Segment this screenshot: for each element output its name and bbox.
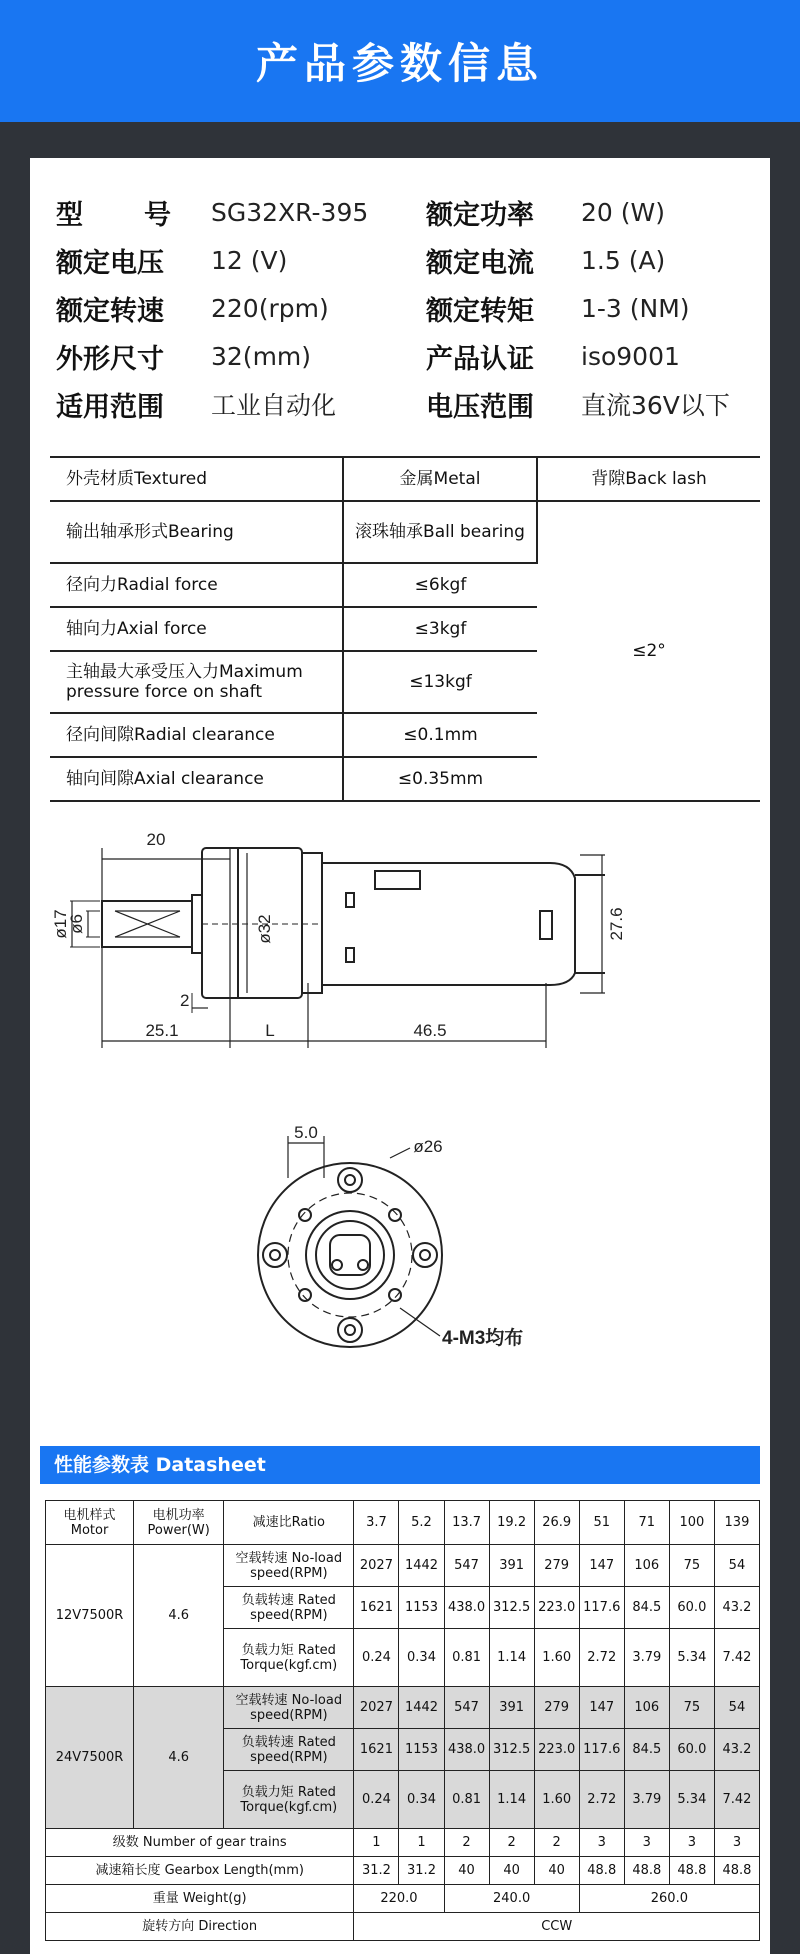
table-cell: ≤0.35mm (343, 757, 537, 801)
table-cell: 547 (444, 1545, 489, 1587)
table-row (46, 1913, 760, 1941)
table-cell: 输出轴承形式Bearing (50, 501, 343, 563)
row-label: 减速箱长度 Gearbox Length(mm) (46, 1857, 354, 1885)
table-header: 5.2 (399, 1501, 444, 1545)
table-cell: 60.0 (669, 1729, 714, 1771)
table-row (46, 1501, 760, 1545)
datasheet-title: 性能参数表 Datasheet (40, 1446, 760, 1484)
table-cell: 84.5 (624, 1587, 669, 1629)
table-cell: 547 (444, 1687, 489, 1729)
table-header: 电机功率 Power(W) (134, 1501, 224, 1545)
table-header: 51 (579, 1501, 624, 1545)
table-cell: 391 (489, 1687, 534, 1729)
table-cell: 117.6 (579, 1587, 624, 1629)
content-card (30, 158, 770, 1954)
table-row (46, 1545, 760, 1587)
table-cell: 84.5 (624, 1729, 669, 1771)
spec-value: iso9001 (581, 341, 680, 371)
spec-row (56, 284, 756, 332)
spec-key: 电压范围 (426, 391, 534, 423)
table-cell: 43.2 (714, 1587, 759, 1629)
table-header: 26.9 (534, 1501, 579, 1545)
spec-key: 适用范围 (56, 391, 164, 423)
table-cell: 1.14 (489, 1629, 534, 1687)
spec-key: 额定电流 (426, 247, 534, 279)
dim-label: 5.0 (294, 1123, 318, 1142)
table-cell: 2 (444, 1829, 489, 1857)
table-cell: 1442 (399, 1545, 444, 1587)
motor-cell: 12V7500R (46, 1545, 134, 1687)
table-cell: CCW (354, 1913, 760, 1941)
table-cell: 279 (534, 1545, 579, 1587)
table-cell: 1153 (399, 1729, 444, 1771)
table-cell: 75 (669, 1687, 714, 1729)
spec-key: 额定转速 (56, 295, 164, 327)
parameter-table (50, 456, 760, 802)
table-cell: 117.6 (579, 1729, 624, 1771)
spec-list (56, 188, 756, 428)
table-header: 139 (714, 1501, 759, 1545)
holes-label: 4-M3均布 (442, 1328, 524, 1349)
table-cell: 3.79 (624, 1629, 669, 1687)
spec-value: 直流36V以下 (581, 391, 730, 420)
spec-key: 额定转矩 (426, 295, 534, 327)
spec-row (56, 236, 756, 284)
dim-label: ø17 (51, 909, 70, 939)
table-cell: 滚珠轴承Ball bearing (343, 501, 537, 563)
table-header: 3.7 (354, 1501, 399, 1545)
spec-value: 20 (W) (581, 197, 665, 227)
power-cell: 4.6 (134, 1545, 224, 1687)
table-cell: 3 (579, 1829, 624, 1857)
table-cell: 2.72 (579, 1771, 624, 1829)
table-cell: 2 (489, 1829, 534, 1857)
row-label: 负载转速 Rated speed(RPM) (224, 1587, 354, 1629)
table-cell: 48.8 (714, 1857, 759, 1885)
table-cell: 0.81 (444, 1629, 489, 1687)
table-cell: 1.14 (489, 1771, 534, 1829)
table-cell: 1.60 (534, 1629, 579, 1687)
row-label: 负载力矩 Rated Torque(kgf.cm) (224, 1629, 354, 1687)
row-label: 负载力矩 Rated Torque(kgf.cm) (224, 1771, 354, 1829)
dim-label: 20 (146, 830, 166, 849)
table-cell: 背隙Back lash (537, 457, 760, 501)
table-cell: 3.79 (624, 1771, 669, 1829)
page-title: 产品参数信息 (255, 39, 544, 88)
table-cell: 1621 (354, 1729, 399, 1771)
table-cell: 312.5 (489, 1729, 534, 1771)
table-cell: 1621 (354, 1587, 399, 1629)
page-header (0, 0, 800, 122)
table-row (50, 457, 760, 501)
table-cell: 5.34 (669, 1629, 714, 1687)
table-cell: 40 (489, 1857, 534, 1885)
table-cell: 7.42 (714, 1629, 759, 1687)
table-cell: 金属Metal (343, 457, 537, 501)
table-cell: 1 (399, 1829, 444, 1857)
table-cell: 438.0 (444, 1587, 489, 1629)
table-header: 71 (624, 1501, 669, 1545)
row-label: 旋转方向 Direction (46, 1913, 354, 1941)
table-cell: ≤13kgf (343, 651, 537, 713)
spec-key: 外形尺寸 (56, 343, 164, 375)
spec-key: 额定功率 (426, 199, 534, 231)
dim-label: L (265, 1021, 275, 1040)
table-cell: 48.8 (624, 1857, 669, 1885)
table-cell: 223.0 (534, 1729, 579, 1771)
table-cell: 312.5 (489, 1587, 534, 1629)
table-cell: 0.24 (354, 1771, 399, 1829)
table-cell: 40 (534, 1857, 579, 1885)
table-cell: 2 (534, 1829, 579, 1857)
spec-value: 220(rpm) (211, 293, 329, 323)
table-header: 19.2 (489, 1501, 534, 1545)
table-cell: 54 (714, 1687, 759, 1729)
table-cell: 48.8 (669, 1857, 714, 1885)
table-header: 13.7 (444, 1501, 489, 1545)
table-cell: 43.2 (714, 1729, 759, 1771)
spec-key: 额定电压 (56, 247, 164, 279)
spec-value: 32(mm) (211, 341, 312, 371)
table-row (46, 1857, 760, 1885)
table-cell: 54 (714, 1545, 759, 1587)
table-cell: 147 (579, 1545, 624, 1587)
table-cell: 主轴最大承受压入力Maximum pressure force on shaft (50, 651, 343, 713)
table-cell: 0.24 (354, 1629, 399, 1687)
spec-value: 1-3 (NM) (581, 293, 690, 323)
table-cell: 轴向力Axial force (50, 607, 343, 651)
spec-value: 1.5 (A) (581, 245, 666, 275)
table-cell: 106 (624, 1687, 669, 1729)
table-cell: 75 (669, 1545, 714, 1587)
spec-key: 产品认证 (426, 343, 534, 375)
spec-value: 12 (V) (211, 245, 288, 275)
backlash-value: ≤2° (537, 501, 760, 801)
table-cell: 31.2 (354, 1857, 399, 1885)
table-cell: 40 (444, 1857, 489, 1885)
table-cell: 2027 (354, 1545, 399, 1587)
table-row (46, 1829, 760, 1857)
table-cell: 279 (534, 1687, 579, 1729)
table-cell: 径向间隙Radial clearance (50, 713, 343, 757)
table-cell: 240.0 (444, 1885, 579, 1913)
table-cell: 391 (489, 1545, 534, 1587)
dim-label: 25.1 (145, 1021, 179, 1040)
table-cell: 60.0 (669, 1587, 714, 1629)
motor-cell: 24V7500R (46, 1687, 134, 1829)
spec-row (56, 380, 756, 428)
table-cell: 轴向间隙Axial clearance (50, 757, 343, 801)
table-row (46, 1687, 760, 1729)
table-cell: 1.60 (534, 1771, 579, 1829)
table-cell: 0.34 (399, 1771, 444, 1829)
spec-value: 工业自动化 (211, 391, 337, 420)
table-cell: 2.72 (579, 1629, 624, 1687)
table-cell: 106 (624, 1545, 669, 1587)
row-label: 级数 Number of gear trains (46, 1829, 354, 1857)
table-cell: 31.2 (399, 1857, 444, 1885)
table-cell: ≤0.1mm (343, 713, 537, 757)
table-header: 100 (669, 1501, 714, 1545)
power-cell: 4.6 (134, 1687, 224, 1829)
table-cell: 438.0 (444, 1729, 489, 1771)
row-label: 空载转速 No-load speed(RPM) (224, 1687, 354, 1729)
table-cell: 223.0 (534, 1587, 579, 1629)
table-cell: 0.81 (444, 1771, 489, 1829)
datasheet-table (45, 1500, 760, 1941)
table-cell: 外壳材质Textured (50, 457, 343, 501)
table-row (46, 1885, 760, 1913)
table-cell: 3 (669, 1829, 714, 1857)
table-header: 减速比Ratio (224, 1501, 354, 1545)
dim-label: ø32 (255, 914, 274, 944)
table-cell: ≤3kgf (343, 607, 537, 651)
table-cell: 0.34 (399, 1629, 444, 1687)
dim-label: ø26 (413, 1137, 443, 1156)
table-cell: 1153 (399, 1587, 444, 1629)
spec-row (56, 332, 756, 380)
table-cell: 3 (714, 1829, 759, 1857)
front-view-drawing (30, 1118, 770, 1368)
table-cell: 5.34 (669, 1771, 714, 1829)
table-cell: 2027 (354, 1687, 399, 1729)
table-cell: 220.0 (354, 1885, 444, 1913)
dim-label: 46.5 (413, 1021, 447, 1040)
table-row (50, 501, 760, 563)
row-label: 重量 Weight(g) (46, 1885, 354, 1913)
table-cell: 3 (624, 1829, 669, 1857)
dim-label: ø6 (67, 914, 86, 934)
row-label: 空载转速 No-load speed(RPM) (224, 1545, 354, 1587)
table-cell: ≤6kgf (343, 563, 537, 607)
table-cell: 48.8 (579, 1857, 624, 1885)
spec-row (56, 188, 756, 236)
side-view-drawing (30, 823, 770, 1103)
dim-label: 27.6 (607, 907, 626, 941)
table-cell: 1 (354, 1829, 399, 1857)
dim-label: 2 (180, 991, 190, 1010)
spec-key: 型 号 (56, 199, 171, 231)
spec-value: SG32XR-395 (211, 197, 369, 227)
table-cell: 1442 (399, 1687, 444, 1729)
table-header: 电机样式 Motor (46, 1501, 134, 1545)
table-cell: 260.0 (579, 1885, 759, 1913)
table-cell: 径向力Radial force (50, 563, 343, 607)
row-label: 负载转速 Rated speed(RPM) (224, 1729, 354, 1771)
table-cell: 7.42 (714, 1771, 759, 1829)
table-cell: 147 (579, 1687, 624, 1729)
